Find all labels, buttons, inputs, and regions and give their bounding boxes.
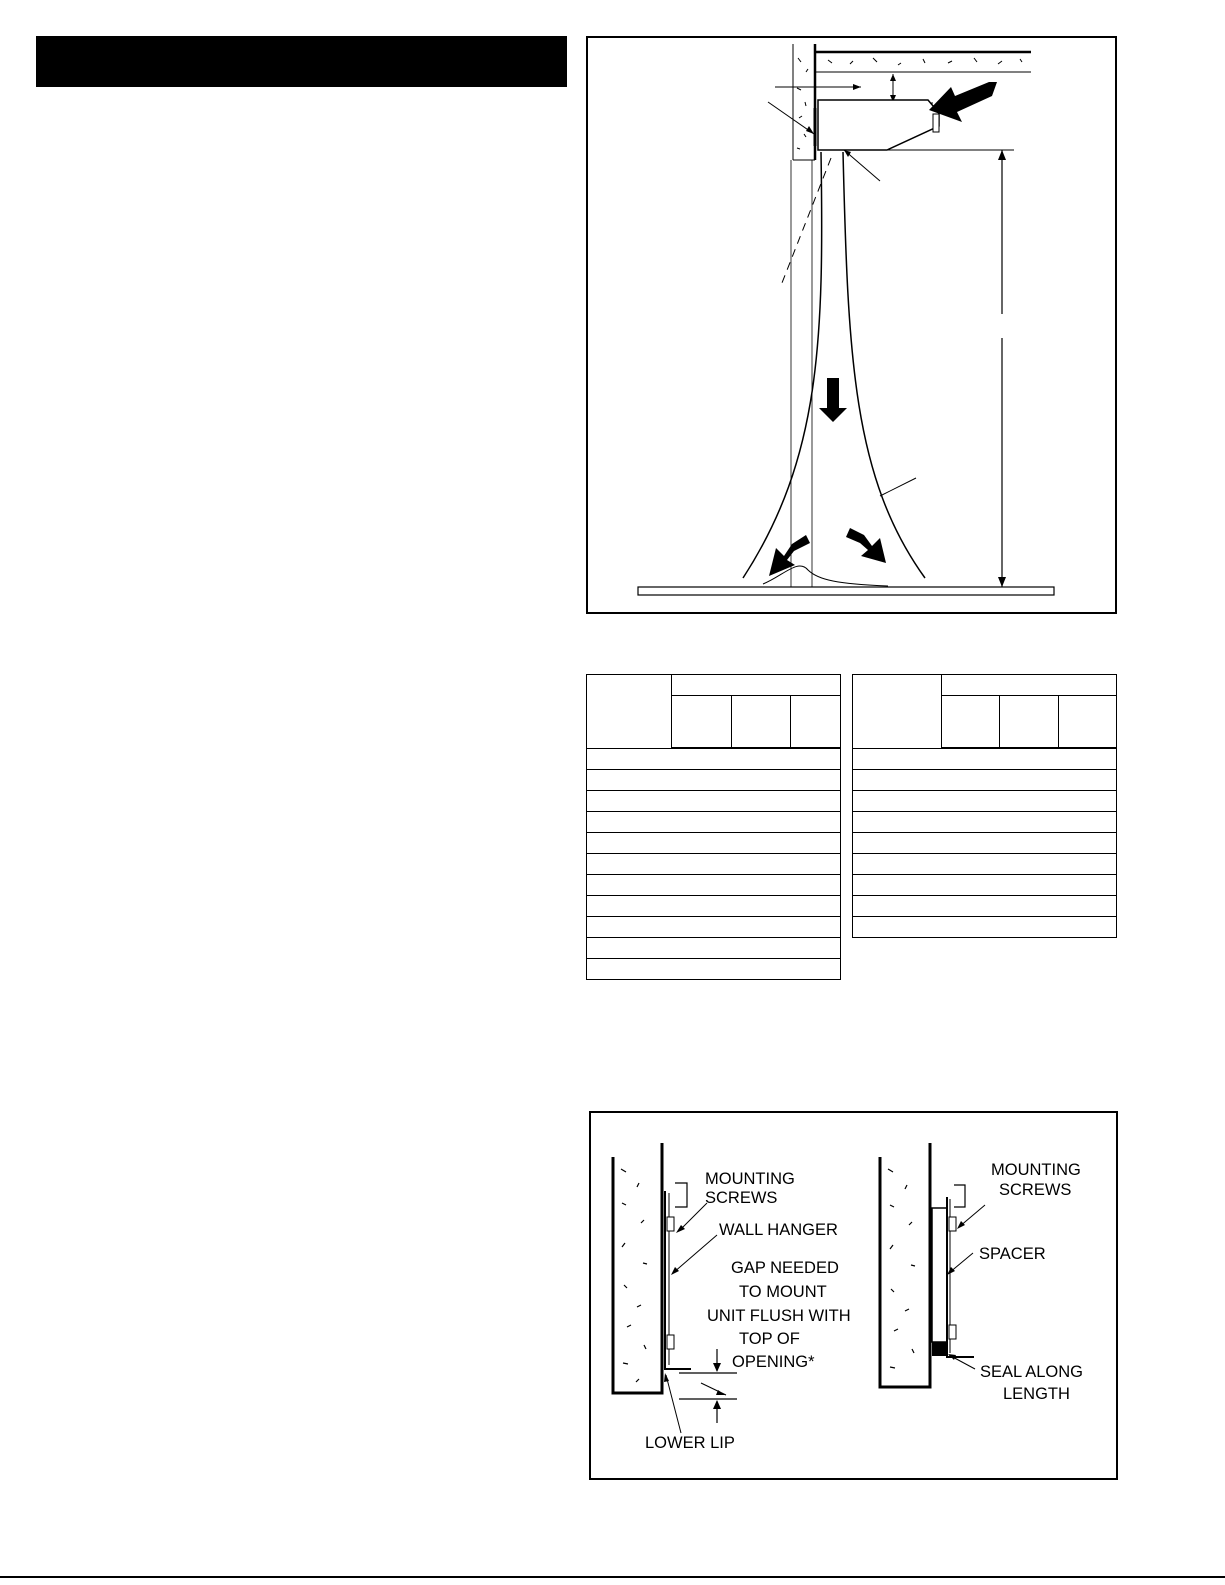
table-row (853, 748, 1117, 770)
table-row (853, 854, 1117, 875)
table-header-cell (942, 696, 1000, 749)
mounting-detail-diagram (589, 1111, 1118, 1480)
floor-slab (638, 587, 1054, 595)
label-mounting-screws-left-1: MOUNTING (705, 1170, 795, 1188)
table-header-cell (791, 696, 841, 749)
table-body-left (587, 748, 841, 980)
label-mounting-screws-left-2: SCREWS (705, 1189, 778, 1207)
table-header-cell (942, 675, 1117, 696)
wall-hanger-left (665, 1183, 691, 1369)
table-row (853, 875, 1117, 896)
table-row (587, 896, 841, 917)
table-row (587, 938, 841, 959)
down-arrow-icon (819, 378, 847, 422)
label-gap-2: TO MOUNT (739, 1283, 827, 1301)
table-row (853, 917, 1117, 938)
data-table-right (852, 674, 1117, 938)
label-mounting-screws-right-1: MOUNTING (991, 1161, 1081, 1179)
section-header-bar (36, 36, 567, 87)
label-gap-4: TOP OF (739, 1330, 800, 1348)
table-row (853, 770, 1117, 791)
airflow-diagram (586, 36, 1117, 614)
table-row (853, 833, 1117, 854)
table-header-cell (853, 675, 942, 749)
leader-line (666, 1375, 681, 1433)
table-row (853, 791, 1117, 812)
curved-arrow-right-icon (846, 528, 886, 563)
ceiling-section (815, 52, 1031, 72)
airstream-right-edge (843, 152, 925, 578)
air-curtain-unit (815, 100, 1014, 150)
table-row (587, 770, 841, 791)
table-row (587, 748, 841, 770)
label-lower-lip: LOWER LIP (645, 1434, 735, 1452)
table-body-right (853, 748, 1117, 938)
table-row (587, 812, 841, 833)
table-header-cell (732, 696, 791, 749)
airstream-left-edge (743, 152, 822, 578)
table-row (587, 833, 841, 854)
table-row (587, 791, 841, 812)
footer-rule (0, 1576, 1225, 1578)
mounting-detail-drawing (591, 1113, 1120, 1482)
table-header-cell (1059, 696, 1117, 749)
table-row (587, 875, 841, 896)
table-header-cell (1000, 696, 1059, 749)
right-wall-section (880, 1143, 930, 1387)
table-row (587, 917, 841, 938)
left-wall-section (613, 1143, 662, 1393)
airflow-diagram-drawing (588, 38, 1119, 616)
table-row (853, 896, 1117, 917)
label-gap-3: UNIT FLUSH WITH (707, 1307, 851, 1325)
table-header-cell (672, 696, 732, 749)
table-row (587, 959, 841, 980)
leader-line (673, 1235, 717, 1273)
label-seal-2: LENGTH (1003, 1385, 1070, 1403)
table-header-cell (587, 675, 672, 749)
table-row (587, 854, 841, 875)
label-mounting-screws-right-2: SCREWS (999, 1181, 1072, 1199)
label-gap-5: OPENING* (732, 1353, 815, 1371)
table-header-cell (672, 675, 841, 696)
table-row (853, 812, 1117, 833)
mounting-height-dimension (998, 150, 1006, 587)
dashed-guide-line (780, 158, 831, 288)
label-wall-hanger: WALL HANGER (719, 1221, 838, 1239)
wall-section (793, 44, 815, 160)
data-table-left (586, 674, 841, 980)
label-gap-1: GAP NEEDED (731, 1259, 839, 1277)
label-seal-1: SEAL ALONG (980, 1363, 1084, 1381)
label-spacer: SPACER (979, 1245, 1046, 1263)
airstream-leader-line (880, 478, 916, 496)
